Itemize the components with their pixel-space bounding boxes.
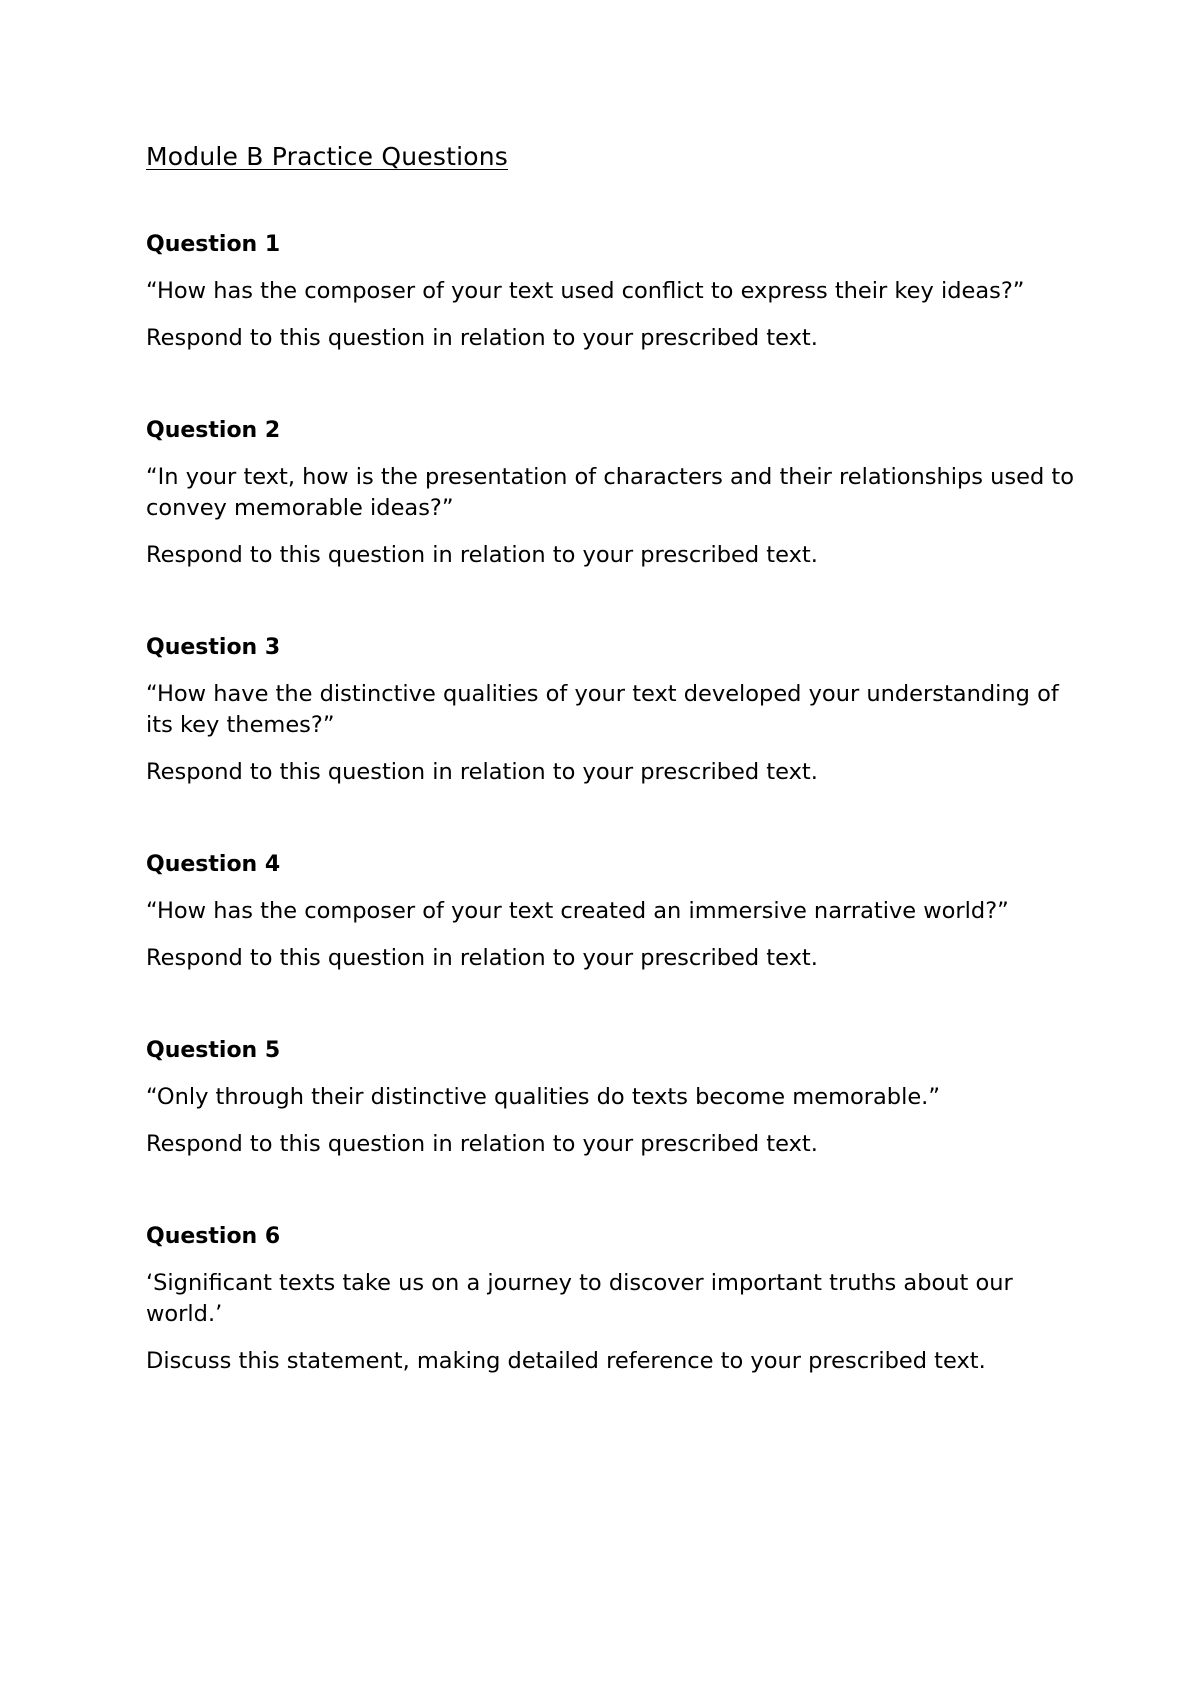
question-6 (146, 1222, 1086, 1377)
document-title: Module B Practice Questions (146, 142, 508, 171)
question-heading: Question 6 (146, 1224, 281, 1249)
question-heading: Question 3 (146, 635, 281, 660)
question-prompt: “In your text, how is the presentation of characters and their relationships used to convey memorable ideas?” (146, 464, 1075, 521)
question-prompt: “How have the distinctive qualities of your text developed your understanding of its key themes?” (146, 681, 1059, 738)
question-heading: Question 1 (146, 232, 281, 257)
document-body (146, 140, 1086, 1439)
question-prompt: ‘Significant texts take us on a journey to discover important truths about our world.’ (146, 1270, 1013, 1327)
question-5 (146, 1036, 1086, 1160)
question-2 (146, 416, 1086, 571)
question-heading: Question 4 (146, 852, 281, 877)
question-instruction: Respond to this question in relation to your prescribed text. (146, 945, 818, 971)
question-instruction: Respond to this question in relation to your prescribed text. (146, 1131, 818, 1157)
question-prompt: “How has the composer of your text created an immersive narrative world?” (146, 898, 1009, 924)
question-instruction: Respond to this question in relation to your prescribed text. (146, 759, 818, 785)
question-heading: Question 5 (146, 1038, 281, 1063)
question-4 (146, 850, 1086, 974)
question-instruction: Respond to this question in relation to your prescribed text. (146, 542, 818, 568)
question-prompt: “How has the composer of your text used conflict to express their key ideas?” (146, 278, 1025, 304)
question-prompt: “Only through their distinctive qualities do texts become memorable.” (146, 1084, 940, 1110)
question-3 (146, 633, 1086, 788)
question-instruction: Respond to this question in relation to your prescribed text. (146, 325, 818, 351)
question-1 (146, 230, 1086, 354)
question-instruction: Discuss this statement, making detailed reference to your prescribed text. (146, 1348, 986, 1374)
question-heading: Question 2 (146, 418, 281, 443)
